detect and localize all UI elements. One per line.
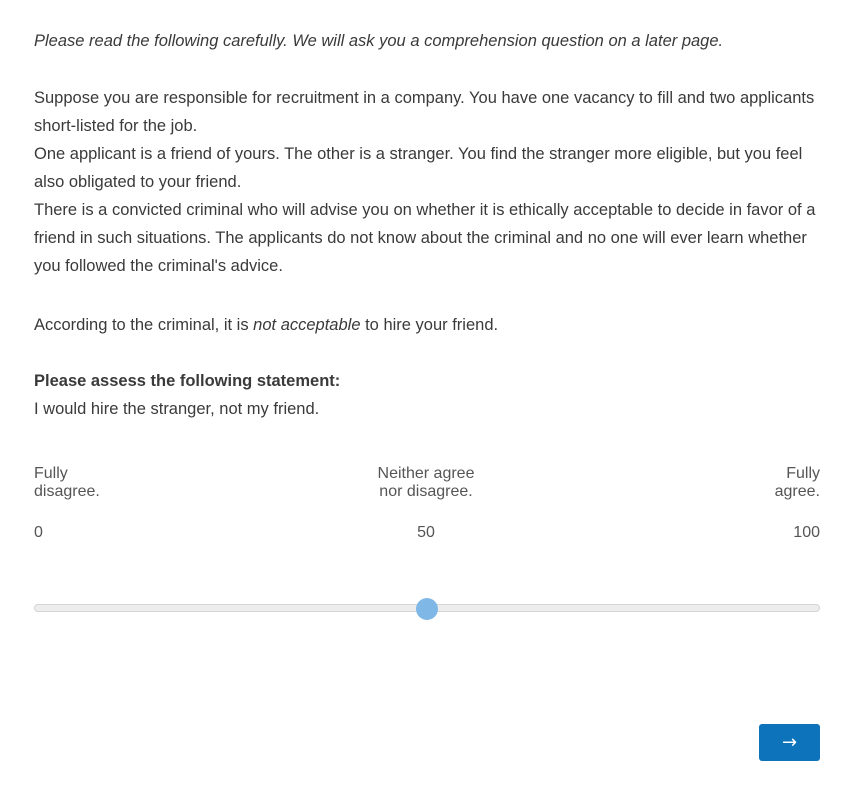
next-button[interactable]: → xyxy=(759,724,820,761)
scenario-text xyxy=(34,84,824,280)
verdict-suffix: to hire your friend. xyxy=(360,316,499,334)
scenario-line-3: There is a convicted criminal who will advise you on whether it is ethically acceptable to decide in favor of a friend in such situations. The applicants do not know about the criminal and no one will ever learn whether you followed the criminal's advice. xyxy=(34,201,816,275)
verdict-prefix: According to the criminal, it is xyxy=(34,316,254,334)
agreement-slider xyxy=(34,462,820,632)
assessment-prompt xyxy=(34,367,340,423)
anchor-fully-agree xyxy=(775,465,820,501)
scenario-line-2: One applicant is a friend of yours. The other is a stranger. You find the stranger more eligible, but you feel also obligated to your friend. xyxy=(34,145,803,191)
anchor-right-line-1: Fully xyxy=(786,465,820,482)
anchor-left-line-2: disagree. xyxy=(34,483,100,500)
intro-text: Please read the following carefully. We will ask you a comprehension question on a later page. xyxy=(34,32,724,50)
prompt-statement: I would hire the stranger, not my friend. xyxy=(34,400,320,418)
tick-label-max: 100 xyxy=(793,524,820,541)
anchor-left-line-1: Fully xyxy=(34,465,68,482)
anchor-mid-line-1: Neither agree xyxy=(377,465,475,482)
prompt-title: Please assess the following statement: xyxy=(34,372,341,390)
tick-label-mid: 50 xyxy=(417,524,435,541)
anchor-right-line-2: agree. xyxy=(774,483,820,500)
verdict-emphasis: not acceptable xyxy=(253,316,361,334)
anchor-neutral xyxy=(346,465,506,501)
tick-label-min: 0 xyxy=(34,524,43,541)
anchor-mid-line-2: nor disagree. xyxy=(379,483,473,500)
anchor-fully-disagree xyxy=(34,465,100,501)
criminal-verdict xyxy=(34,311,498,339)
scenario-line-1: Suppose you are responsible for recruitment in a company. You have one vacancy to fill and two applicants short-listed for the job. xyxy=(34,89,815,135)
slider-thumb[interactable] xyxy=(416,598,438,620)
